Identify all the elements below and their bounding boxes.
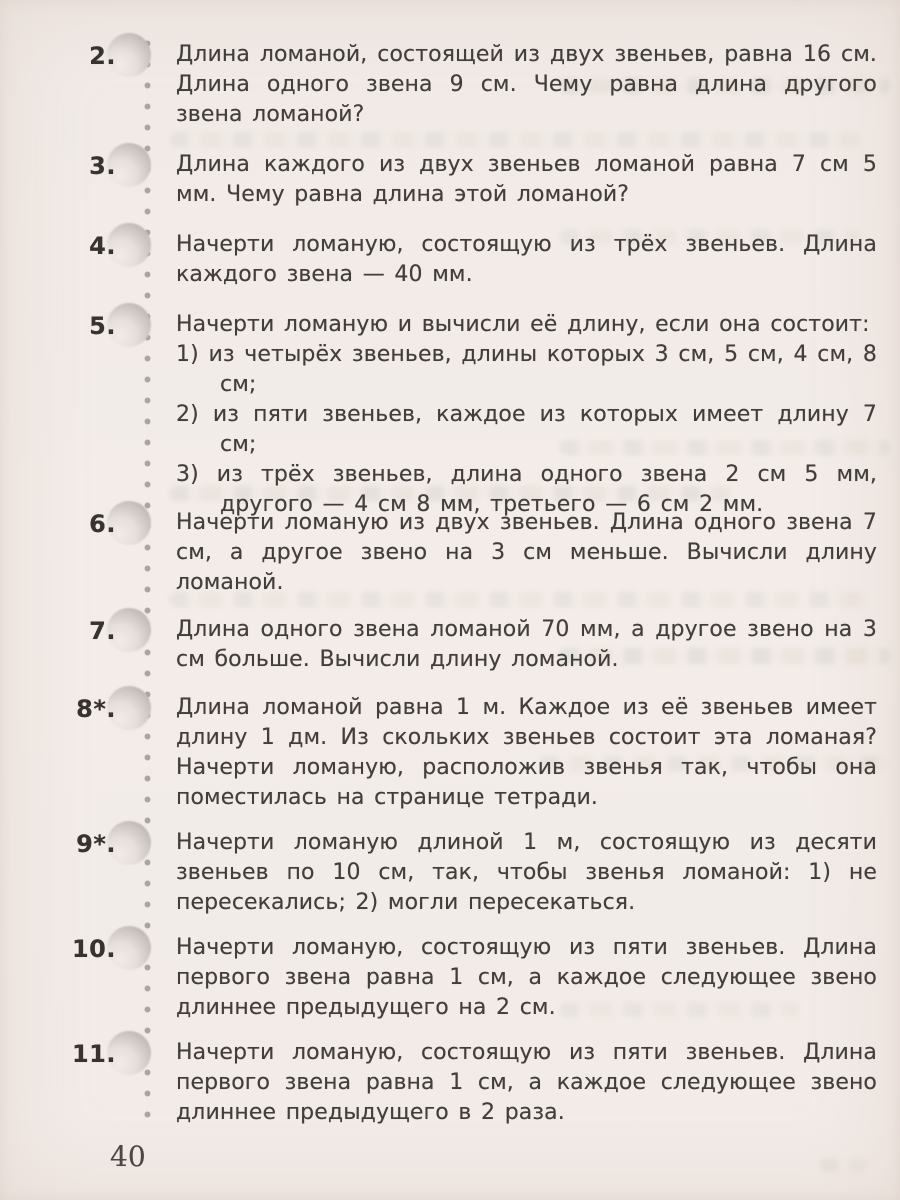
problem-item [0, 1038, 900, 1128]
problem-item [0, 615, 900, 675]
problem-paragraph: Начерти ломаную и вычисли её длину, если она состоит: [176, 312, 870, 337]
problem-item [0, 508, 900, 598]
problem-text [176, 508, 877, 598]
problem-text [176, 693, 877, 813]
problem-text [176, 933, 877, 1023]
bleed-through-ghost [820, 1158, 866, 1172]
problem-subitem: 2) из пяти звеньев, каждое из которых имеет длину 7 см; [176, 402, 877, 457]
problem-number: 3. [89, 152, 116, 180]
problem-paragraph: Начерти ломаную, состоящую из пяти звеньев. Длина первого звена равна 1 см, а каждое следующее звено длиннее предыдущего на 2 см. [176, 935, 877, 1020]
problem-text [176, 828, 877, 918]
problem-item [0, 40, 900, 130]
problem-paragraph: Начерти ломаную, состоящую из трёх звеньев. Длина каждого звена — 40 мм. [176, 232, 877, 287]
problem-item [0, 150, 900, 210]
problem-number: 9*. [76, 830, 116, 858]
problem-subitem: 3) из трёх звеньев, длина одного звена 2 см 5 мм, другого — 4 см 8 мм, третьего — 6 см 2 мм. [176, 462, 877, 517]
problem-item [0, 828, 900, 918]
problem-text [176, 40, 877, 130]
problem-text [176, 310, 877, 520]
problem-paragraph: Начерти ломаную из двух звеньев. Длина одного звена 7 см, а другое звено на 3 см меньше. Вычисли длину ломаной. [176, 510, 877, 595]
problem-item [0, 693, 900, 813]
problem-text [176, 150, 877, 210]
problem-number: 5. [89, 312, 116, 340]
problem-number: 11. [71, 1040, 116, 1068]
problem-text [176, 230, 877, 290]
problem-item [0, 230, 900, 290]
problem-paragraph: Начерти ломаную, состоящую из пяти звеньев. Длина первого звена равна 1 см, а каждое следующее звено длиннее предыдущего в 2 раза. [176, 1040, 877, 1125]
page-number: 40 [110, 1140, 146, 1173]
problem-number: 10. [71, 935, 116, 963]
problem-item [0, 310, 900, 520]
problem-text [176, 1038, 877, 1128]
problem-number: 4. [89, 232, 116, 260]
problem-paragraph: Длина каждого из двух звеньев ломаной равна 7 см 5 мм. Чему равна длина этой ломаной? [176, 152, 877, 207]
problem-number: 2. [89, 42, 116, 70]
problem-item [0, 933, 900, 1023]
problem-paragraph: Начерти ломаную длиной 1 м, состоящую из десяти звеньев по 10 см, так, чтобы звенья ломаной: 1) не пересекались; 2) могли пересекаться. [176, 830, 877, 915]
problem-number: 6. [89, 510, 116, 538]
problem-paragraph: Длина ломаной равна 1 м. Каждое из её звеньев имеет длину 1 дм. Из скольких звеньев состоит эта ломаная? Начерти ломаную, расположив звенья так, чтобы она поместилась на странице тетради. [176, 695, 877, 810]
problem-paragraph: Длина одного звена ломаной 70 мм, а другое звено на 3 см больше. Вычисли длину ломаной. [176, 617, 877, 672]
problem-text [176, 615, 877, 675]
problem-subitem: 1) из четырёх звеньев, длины которых 3 см, 5 см, 4 см, 8 см; [176, 342, 877, 397]
problem-number: 8*. [76, 695, 116, 723]
problem-paragraph: Длина ломаной, состоящей из двух звеньев, равна 16 см. Длина одного звена 9 см. Чему равна длина другого звена ломаной? [176, 42, 877, 127]
problem-number: 7. [89, 617, 116, 645]
bleed-through-ghost [170, 132, 860, 147]
